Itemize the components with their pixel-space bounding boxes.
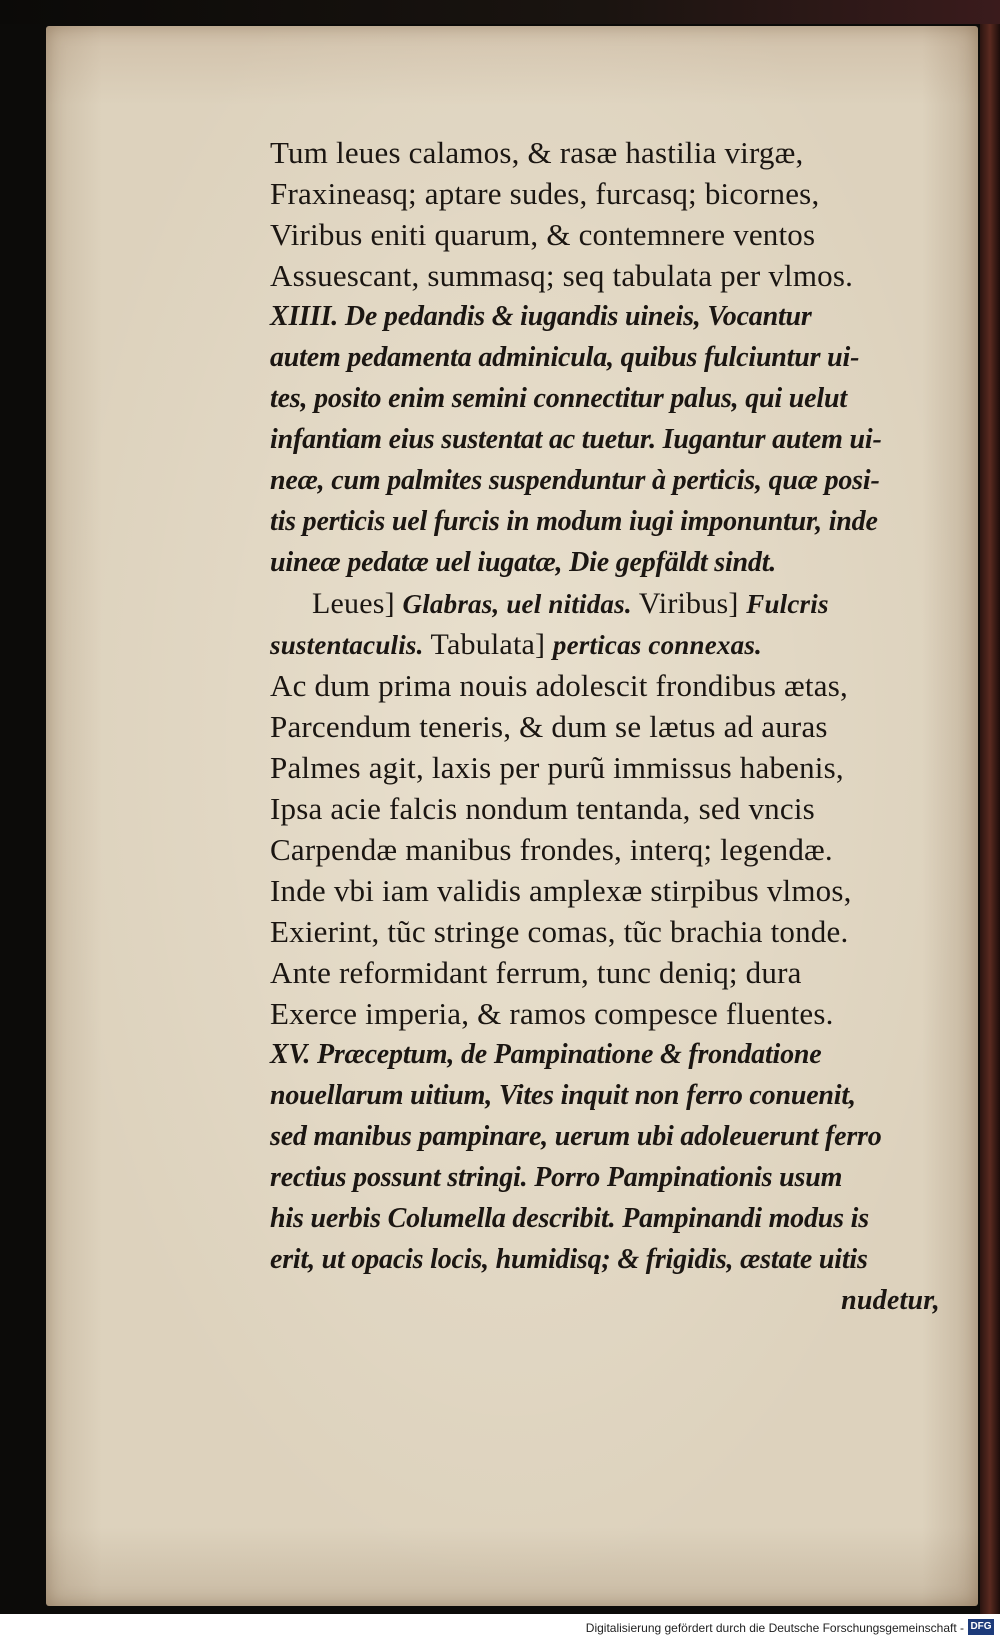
footer-credit: Digitalisierung gefördert durch die Deutsche Forschungsgemeinschaft - [585, 1621, 964, 1635]
text-line-6: autem pedamenta adminicula, quibus fulciuntur ui- [270, 342, 860, 373]
text-line-24: nouellarum uitium, Vites inquit non ferro conuenit, [270, 1080, 856, 1111]
scan-top-edge [0, 0, 1000, 24]
gloss-lemma: Tabulata] [430, 628, 553, 661]
text-line-14: Ac dum prima nouis adolescit frondibus ætas, [270, 668, 848, 703]
text-line-16: Palmes agit, laxis per purũ immissus habenis, [270, 750, 844, 785]
text-line-7: tes, posito enim semini connectitur palus, qui uelut [270, 383, 847, 414]
gloss-lemma: Viribus] [638, 587, 747, 620]
text-line-25: sed manibus pampinare, uerum ubi adoleuerunt ferro [270, 1121, 882, 1152]
book-edge-right [980, 24, 1000, 1614]
text-line-23: XV. Præceptum, de Pampinatione & frondatione [270, 1039, 822, 1070]
gloss-explanation: Fulcris [746, 589, 829, 619]
text-line-2: Fraxineasq; aptare sudes, furcasq; bicornes, [270, 176, 820, 211]
text-line-3: Viribus eniti quarum, & contemnere ventos [270, 217, 816, 252]
text-line-21: Ante reformidant ferrum, tunc deniq; dura [270, 955, 802, 990]
text-line-13 [270, 624, 974, 665]
gloss-explanation: Glabras, uel nitidas. [402, 589, 639, 619]
text-line-1: Tum leues calamos, & rasæ hastilia virgæ, [270, 135, 804, 170]
text-line-5: XIIII. De pedandis & iugandis uineis, Vocantur [270, 301, 812, 332]
dfg-logo: DFG [968, 1619, 994, 1635]
text-line-20: Exierint, tũc stringe comas, tũc brachia tonde. [270, 914, 849, 949]
text-line-15: Parcendum teneris, & dum se lætus ad auras [270, 709, 828, 744]
gloss-lemma: Leues] [312, 587, 403, 620]
text-line-4: Assuescant, summasq; seq tabulata per vlmos. [270, 258, 854, 293]
text-line-18: Carpendæ manibus frondes, interq; legendæ. [270, 832, 833, 867]
gloss-explanation: perticas connexas. [552, 630, 762, 660]
text-line-10: tis perticis uel furcis in modum iugi imponuntur, inde [270, 506, 878, 537]
text-line-19: Inde vbi iam validis amplexæ stirpibus vlmos, [270, 873, 852, 908]
text-line-12 [270, 583, 974, 624]
text-line-11: uineæ pedatæ uel iugatæ, Die gepfäldt sindt. [270, 547, 777, 578]
text-line-29: nudetur, [841, 1285, 940, 1316]
text-line-8: infantiam eius sustentat ac tuetur. Iugantur autem ui- [270, 424, 882, 455]
text-line-17: Ipsa acie falcis nondum tentanda, sed vncis [270, 791, 815, 826]
book-page [46, 26, 978, 1606]
gloss-explanation: sustentaculis. [270, 630, 431, 660]
text-line-28: erit, ut opacis locis, humidisq; & frigidis, æstate uitis [270, 1244, 868, 1275]
text-line-22: Exerce imperia, & ramos compesce fluentes. [270, 996, 834, 1031]
text-line-27: his uerbis Columella describit. Pampinandi modus is [270, 1203, 869, 1234]
page-text [270, 132, 974, 1321]
text-line-26: rectius possunt stringi. Porro Pampinationis usum [270, 1162, 843, 1193]
digitization-footer [0, 1614, 1000, 1638]
text-line-9: neæ, cum palmites suspenduntur à perticis, quæ posi- [270, 465, 880, 496]
